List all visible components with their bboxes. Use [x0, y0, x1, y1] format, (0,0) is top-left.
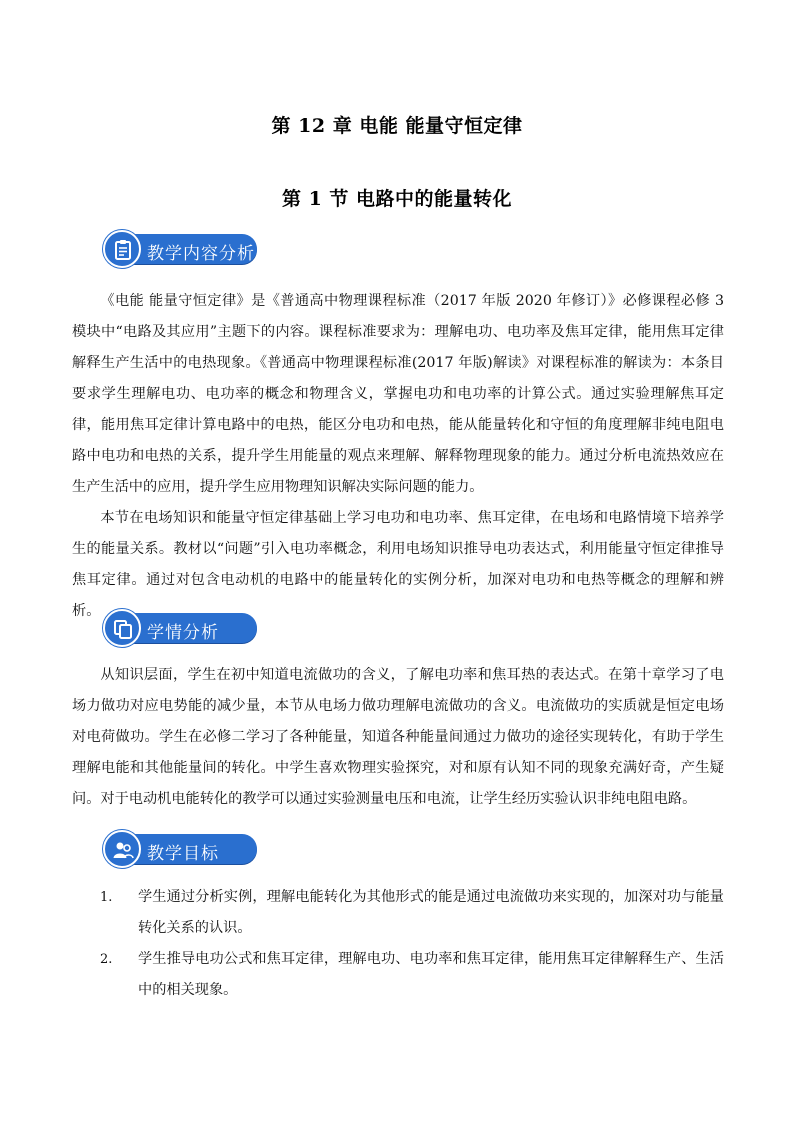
paragraph: 《电能 能量守恒定律》是《普通高中物理课程标准（2017 年版 2020 年修订）》必修课程必修 3 模块中“电路及其应用”主题下的内容。课程标准要求为：理解电功、电功率及焦耳定律，能用焦耳定律解释生产生活中的电热现象。《普通高中物理课程标准(2017 年版)解读》对课程标准的解读为：本条目要求学生理解电功、电功率的概念和物理含义，掌握电功和电功率的计算公式。通过实验理解焦耳定律，能用焦耳定律计算电路中的电热，能区分电功和电热，能从能量转化和守恒的角度理解非纯电阻电路中电功和电热的关系，提升学生用能量的观点来理解、解释物理现象的能力。通过分析电流热效应在生产生活中的应用，提升学生应用物理知识解决实际问题的能力。 [72, 293, 724, 495]
list-item-text: 学生通过分析实例，理解电能转化为其他形式的能是通过电流做功来实现的，加深对功与能量转化关系的认识。 [138, 889, 724, 936]
section-heading-teaching-goals [103, 830, 261, 868]
section-heading-label: 教学内容分析 [147, 244, 255, 264]
list-item-text: 学生推导电功公式和焦耳定律，理解电功、电功率和焦耳定律，能用焦耳定律解释生产、生活中的相关现象。 [138, 951, 724, 998]
section-heading-label: 教学目标 [147, 844, 219, 864]
paragraph: 从知识层面，学生在初中知道电流做功的含义，了解电功率和焦耳热的表达式。在第十章学习了电场力做功对应电势能的减少量，本节从电场力做功理解电流做功的含义。电流做功的实质就是恒定电场对电荷做功。学生在必修二学习了各种能量，知道各种能量间通过力做功的途径实现转化，有助于学生理解电能和其他能量间的转化。中学生喜欢物理实验探究，对和原有认知不同的现象充满好奇，产生疑问。对于电动机电能转化的教学可以通过实验测量电压和电流，让学生经历实验认识非纯电阻电路。 [72, 667, 724, 807]
section-heading-label: 学情分析 [147, 623, 219, 643]
section-heading-content-analysis [103, 230, 261, 268]
documents-icon [103, 609, 141, 647]
list-item-number: 1. [100, 890, 113, 905]
people-icon [103, 830, 141, 868]
chapter-title: 第 12 章 电能 能量守恒定律 [271, 115, 523, 137]
paragraph: 本节在电场知识和能量守恒定律基础上学习电功和电功率、焦耳定律，在电场和电路情境下培养学生的能量关系。教材以“问题”引入电功率概念，利用电场知识推导电功表达式，利用能量守恒定律推导焦耳定律。通过对包含电动机的电路中的能量转化的实例分析，加深对电功和电热等概念的理解和辨析。 [72, 510, 724, 619]
goals-list [72, 882, 724, 1006]
list-item-number: 2. [100, 952, 113, 967]
list-item [72, 882, 724, 944]
list-item [72, 944, 724, 1006]
clipboard-icon [103, 230, 141, 268]
section-heading-student-analysis [103, 609, 261, 647]
section-title: 第 1 节 电路中的能量转化 [281, 188, 513, 210]
